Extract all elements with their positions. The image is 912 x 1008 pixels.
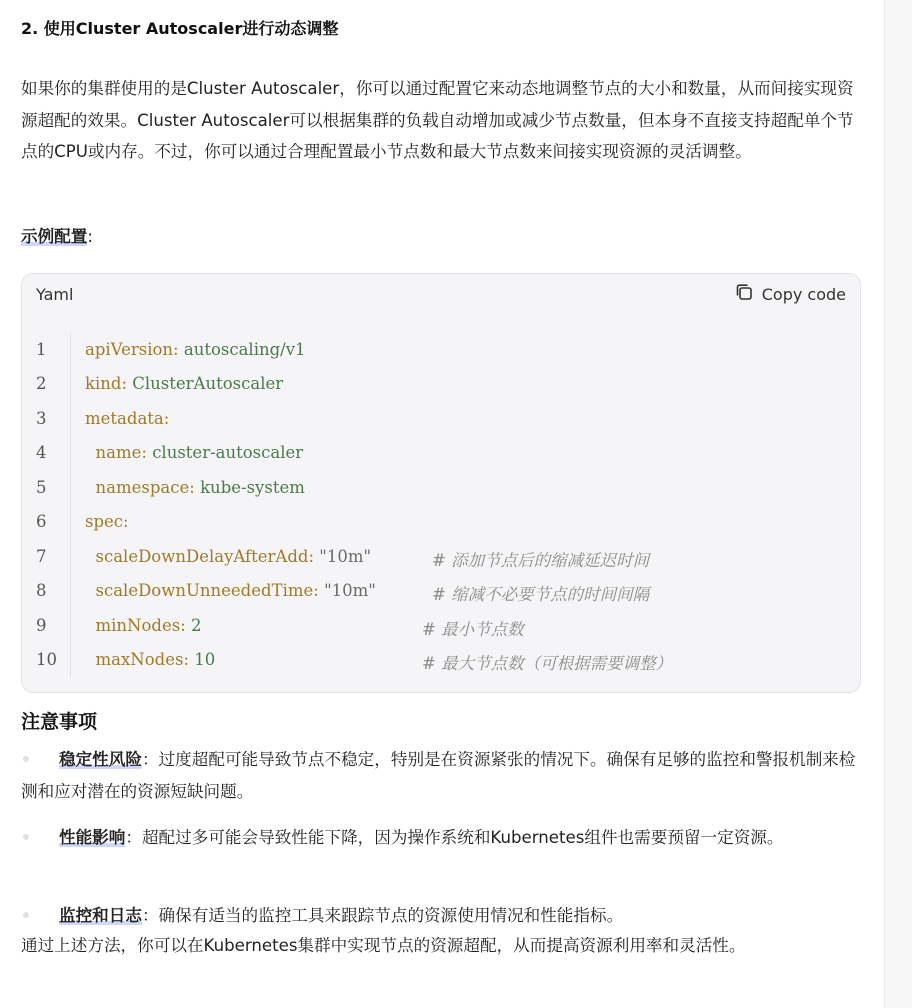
- bullet-icon: [23, 756, 29, 762]
- yaml-separator: :: [313, 581, 325, 601]
- code-line: [22, 643, 860, 678]
- note-item: [21, 744, 861, 807]
- code-text: [70, 650, 860, 674]
- yaml-value: ClusterAutoscaler: [132, 374, 284, 394]
- line-number: 4: [36, 443, 47, 463]
- code-text: [70, 478, 860, 497]
- code-line: [22, 436, 860, 471]
- yaml-value: 10: [194, 650, 216, 670]
- code-line: [22, 367, 860, 402]
- note-term: 监控和日志: [59, 906, 142, 925]
- code-line: [22, 332, 860, 367]
- note-text: ：确保有适当的监控工具来跟踪节点的资源使用情况和性能指标。: [141, 906, 624, 925]
- example-colon: :: [87, 227, 93, 246]
- yaml-separator: :: [183, 650, 195, 670]
- yaml-key: kind: [85, 374, 122, 394]
- yaml-key: maxNodes: [85, 650, 184, 670]
- yaml-separator: :: [123, 512, 129, 532]
- note-text: ：过度超配可能导致节点不稳定，特别是在资源紧张的情况下。确保有足够的监控和警报机制来检测和应对潜在的资源短缺问题。: [21, 750, 856, 801]
- yaml-separator: :: [121, 374, 133, 394]
- line-number: 7: [36, 546, 47, 566]
- code-text: [70, 340, 860, 359]
- code-comment: # 缩减不必要节点的时间间隔: [432, 585, 650, 605]
- code-comment: # 最小节点数: [422, 619, 524, 639]
- bullet-icon: [23, 834, 29, 840]
- yaml-separator: :: [141, 443, 153, 463]
- code-lines: [22, 332, 860, 677]
- code-header: [22, 274, 860, 314]
- line-number: 3: [36, 408, 47, 428]
- copy-code-label: Copy code: [761, 284, 846, 304]
- line-number: 5: [36, 477, 47, 497]
- line-number: 8: [36, 581, 47, 601]
- yaml-key: minNodes: [85, 615, 181, 635]
- note-item: [21, 900, 861, 932]
- intro-paragraph: 如果你的集群使用的是Cluster Autoscaler，你可以通过配置它来动态地调整节点的大小和数量，从而间接实现资源超配的效果。Cluster Autoscaler可以根据集群的负载自动增加或减少节点数量，但本身不直接支持超配单个节点的CPU或内存。不过，你可以通过合理配置最小节点数和最大节点数来间接实现资源的灵活调整。: [21, 79, 854, 162]
- code-comment: # 最大节点数（可根据需要调整）: [422, 654, 673, 674]
- copy-icon: [734, 282, 754, 306]
- code-text: [70, 615, 860, 639]
- code-line: [22, 539, 860, 574]
- yaml-key: metadata: [85, 408, 164, 428]
- yaml-value: "10m": [319, 546, 372, 566]
- example-label-line: [21, 222, 93, 252]
- yaml-value: kube-system: [200, 477, 305, 497]
- code-comment: # 添加节点后的缩减延迟时间: [432, 550, 650, 570]
- yaml-separator: :: [163, 408, 170, 428]
- code-block: [21, 273, 861, 693]
- conclusion-paragraph: 通过上述方法，你可以在Kubernetes集群中实现节点的资源超配，从而提高资源利用率和灵活性。: [21, 936, 746, 955]
- line-number: 10: [36, 650, 57, 670]
- example-label: 示例配置: [21, 227, 88, 246]
- code-language: Yaml: [36, 284, 74, 304]
- code-text: [70, 581, 860, 605]
- yaml-key: namespace: [85, 477, 190, 497]
- code-line: [22, 505, 860, 540]
- code-text: [70, 409, 860, 428]
- yaml-key: name: [85, 443, 142, 463]
- note-text: ：超配过多可能会导致性能下降，因为操作系统和Kubernetes组件也需要预留一定资源。: [125, 828, 784, 847]
- yaml-key: spec: [85, 512, 124, 532]
- code-line: [22, 401, 860, 436]
- code-text: [70, 546, 860, 570]
- line-number: 2: [36, 374, 47, 394]
- note-term: 性能影响: [59, 828, 126, 847]
- yaml-key: scaleDownUnneededTime: [85, 581, 314, 601]
- yaml-key: scaleDownDelayAfterAdd: [85, 546, 309, 566]
- yaml-value: cluster-autoscaler: [152, 443, 304, 463]
- yaml-value: autoscaling/v1: [183, 339, 306, 359]
- yaml-key: apiVersion: [85, 339, 174, 359]
- notes-title: 注意事项: [21, 711, 98, 733]
- note-item: [21, 822, 861, 854]
- code-line: [22, 470, 860, 505]
- line-number: 1: [36, 339, 47, 359]
- code-line: [22, 574, 860, 609]
- line-number: 6: [36, 512, 47, 532]
- yaml-separator: :: [189, 477, 201, 497]
- yaml-value: "10m": [324, 581, 376, 601]
- yaml-separator: :: [173, 339, 184, 359]
- yaml-separator: :: [308, 546, 320, 566]
- yaml-separator: :: [180, 615, 192, 635]
- copy-code-button[interactable]: [734, 282, 846, 306]
- code-text: [70, 512, 860, 531]
- yaml-value: 2: [191, 615, 202, 635]
- bullet-icon: [23, 912, 29, 918]
- code-text: [70, 374, 860, 393]
- line-number: 9: [36, 615, 47, 635]
- scroll-gutter: [884, 0, 912, 1008]
- code-text: [70, 443, 860, 462]
- note-term: 稳定性风险: [59, 750, 142, 769]
- section-title: 2. 使用Cluster Autoscaler进行动态调整: [21, 19, 339, 38]
- code-line: [22, 608, 860, 643]
